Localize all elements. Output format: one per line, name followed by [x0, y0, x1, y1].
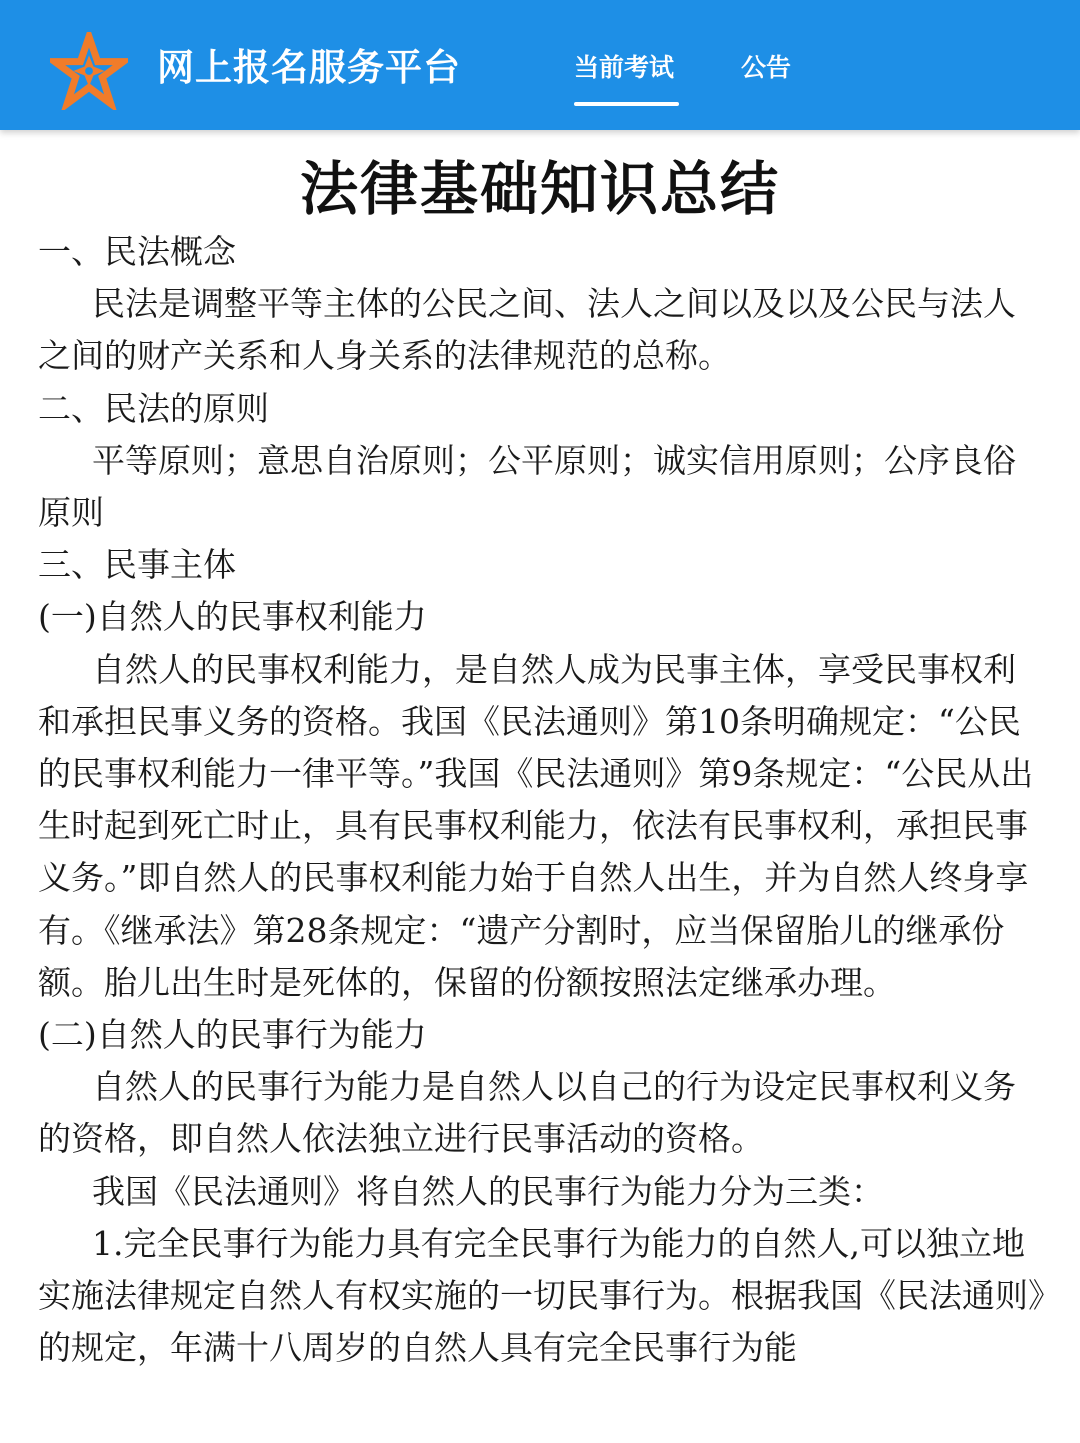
- tab-current-exam[interactable]: 当前考试: [574, 53, 675, 82]
- document-body: [38, 226, 1048, 1374]
- top-navigation-bar: [0, 0, 1080, 130]
- tab-announcements[interactable]: 公告: [741, 53, 792, 82]
- section-heading: 三、民事主体: [38, 545, 236, 585]
- document-title: 法律基础知识总结: [299, 155, 780, 223]
- paragraph: 平等原则；意思自治原则；公平原则；诚实信用原则；公序良俗原则: [38, 440, 1016, 533]
- paragraph: 1.完全民事行为能力具有完全民事行为能力的自然人,可以独立地实施法律规定自然人有权实施的一切民事行为。根据我国《民法通则》的规定，年满十八周岁的自然人具有完全民事行为能: [38, 1223, 1045, 1368]
- section-heading: 二、民法的原则: [38, 388, 269, 428]
- paragraph: 自然人的民事权利能力，是自然人成为民事主体，享受民事权利和承担民事义务的资格。我国《民法通则》第10条明确规定：“公民的民事权利能力一律平等。”我国《民法通则》第9条规定：“公民从出生时起到死亡时止，具有民事权利能力，依法有民事权利，承担民事义务。”即自然人的民事权利能力始于自然人出生，并为自然人终身享有。《继承法》第28条规定：“遗产分割时，应当保留胎儿的继承份额。胎儿出生时是死体的，保留的份额按照法定继承办理。: [38, 649, 1034, 1002]
- subsection-heading: (二)自然人的民事行为能力: [38, 1015, 427, 1055]
- paragraph: 我国《民法通则》将自然人的民事行为能力分为三类：: [92, 1171, 884, 1211]
- section-heading: 一、民法概念: [38, 232, 236, 271]
- subsection-heading: (一)自然人的民事权利能力: [38, 597, 427, 637]
- paragraph: 民法是调整平等主体的公民之间、法人之间以及以及公民与法人之间的财产关系和人身关系的法律规范的总称。: [38, 284, 1016, 376]
- paragraph: 自然人的民事行为能力是自然人以自己的行为设定民事权利义务的资格，即自然人依法独立进行民事活动的资格。: [38, 1067, 1016, 1159]
- active-tab-indicator: [574, 102, 679, 106]
- orange-star-logo-icon[interactable]: [50, 32, 128, 110]
- site-name[interactable]: 网上报名服务平台: [157, 46, 461, 89]
